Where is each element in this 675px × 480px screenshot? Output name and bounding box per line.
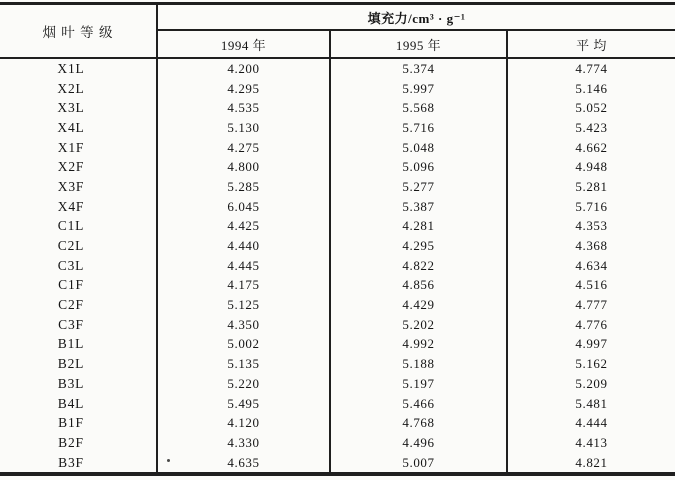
value-1995-cell: 5.387 bbox=[330, 197, 507, 217]
value-1995-cell: 4.822 bbox=[330, 256, 507, 276]
value-1994-cell: 4.295 bbox=[157, 79, 330, 99]
value-avg-cell: 4.516 bbox=[575, 277, 608, 293]
value-1994-cell: 4.175 bbox=[157, 276, 330, 296]
value-avg-cell: 4.634 bbox=[575, 257, 608, 273]
value-1994-cell: 4.445 bbox=[157, 256, 330, 276]
grade-cell: X2F bbox=[0, 157, 157, 177]
scan-speck bbox=[167, 459, 170, 462]
value-1995-cell: 4.281 bbox=[330, 217, 507, 237]
table-row bbox=[0, 236, 675, 256]
value-avg-cell: 5.209 bbox=[575, 375, 608, 391]
table-row bbox=[0, 335, 675, 355]
table-row bbox=[0, 256, 675, 276]
value-1995-cell: 4.992 bbox=[330, 335, 507, 355]
grade-cell: C1L bbox=[0, 217, 157, 237]
value-1995-cell: 5.007 bbox=[330, 453, 507, 475]
value-1994-cell: 4.425 bbox=[157, 217, 330, 237]
table-row bbox=[0, 433, 675, 453]
table-row bbox=[0, 79, 675, 99]
value-avg-cell: 4.948 bbox=[575, 159, 608, 175]
table-row bbox=[0, 315, 675, 335]
value-avg-cell: 5.423 bbox=[575, 119, 608, 135]
grade-cell: B3L bbox=[0, 374, 157, 394]
value-1995-cell: 5.277 bbox=[330, 177, 507, 197]
value-1994-cell: 4.440 bbox=[157, 236, 330, 256]
value-avg-cell: 5.146 bbox=[575, 80, 608, 96]
table-body bbox=[0, 58, 675, 474]
grade-cell: X3L bbox=[0, 98, 157, 118]
grade-cell: X3F bbox=[0, 177, 157, 197]
value-1995-cell: 5.568 bbox=[330, 98, 507, 118]
value-1994-cell: 4.535 bbox=[157, 98, 330, 118]
value-1995-cell: 4.856 bbox=[330, 276, 507, 296]
value-1995-cell: 4.429 bbox=[330, 295, 507, 315]
year-1995-header: 1995 年 bbox=[330, 30, 507, 58]
grade-column-header: 烟 叶 等 级 bbox=[0, 4, 157, 59]
grade-cell: X4F bbox=[0, 197, 157, 217]
value-avg-cell: 5.716 bbox=[575, 198, 608, 214]
value-1994-cell: 6.045 bbox=[157, 197, 330, 217]
value-1994-cell: 5.495 bbox=[157, 394, 330, 414]
grade-cell: B3F bbox=[0, 453, 157, 475]
value-1994-cell: 4.200 bbox=[157, 58, 330, 79]
grade-cell: B2L bbox=[0, 354, 157, 374]
value-1995-cell: 5.997 bbox=[330, 79, 507, 99]
value-avg-cell: 4.997 bbox=[575, 336, 608, 352]
year-1994-header: 1994 年 bbox=[157, 30, 330, 58]
value-avg-cell: 5.481 bbox=[575, 395, 608, 411]
value-1995-cell: 5.466 bbox=[330, 394, 507, 414]
grade-cell: X4L bbox=[0, 118, 157, 138]
value-1995-cell: 4.496 bbox=[330, 433, 507, 453]
grade-cell: C2L bbox=[0, 236, 157, 256]
table-row bbox=[0, 217, 675, 237]
value-1994-cell: 4.120 bbox=[157, 413, 330, 433]
value-1995-cell: 5.374 bbox=[330, 58, 507, 79]
table-row bbox=[0, 138, 675, 158]
value-1994-cell: 5.220 bbox=[157, 374, 330, 394]
value-avg-cell: 4.821 bbox=[575, 454, 608, 470]
average-header: 平 均 bbox=[507, 30, 675, 58]
table-row bbox=[0, 276, 675, 296]
grade-cell: X1F bbox=[0, 138, 157, 158]
value-1995-cell: 5.197 bbox=[330, 374, 507, 394]
value-1995-cell: 4.295 bbox=[330, 236, 507, 256]
grade-cell: C3F bbox=[0, 315, 157, 335]
value-1995-cell: 4.768 bbox=[330, 413, 507, 433]
grade-cell: B4L bbox=[0, 394, 157, 414]
value-avg-cell: 5.052 bbox=[575, 100, 608, 116]
value-avg-cell: 4.777 bbox=[575, 297, 608, 313]
value-1995-cell: 5.048 bbox=[330, 138, 507, 158]
value-1995-cell: 5.188 bbox=[330, 354, 507, 374]
grade-cell: C3L bbox=[0, 256, 157, 276]
value-avg-cell: 5.281 bbox=[575, 178, 608, 194]
table-row bbox=[0, 453, 675, 475]
value-1995-cell: 5.716 bbox=[330, 118, 507, 138]
value-avg-cell: 4.774 bbox=[575, 60, 608, 76]
filling-capacity-group-header: 填充力/cm³ · g⁻¹ bbox=[157, 4, 675, 31]
table-row bbox=[0, 118, 675, 138]
grade-cell: C1F bbox=[0, 276, 157, 296]
table-row bbox=[0, 58, 675, 79]
value-avg-cell: 4.368 bbox=[575, 238, 608, 254]
table-header bbox=[0, 4, 675, 59]
value-avg-cell: 4.353 bbox=[575, 218, 608, 234]
filling-capacity-table bbox=[0, 2, 675, 476]
value-1994-cell: 5.285 bbox=[157, 177, 330, 197]
value-1994-cell: 5.125 bbox=[157, 295, 330, 315]
grade-cell: X1L bbox=[0, 58, 157, 79]
value-1994-cell: 4.635 bbox=[157, 453, 330, 475]
value-1994-cell: 5.002 bbox=[157, 335, 330, 355]
value-avg-cell: 4.662 bbox=[575, 139, 608, 155]
grade-cell: X2L bbox=[0, 79, 157, 99]
value-1994-cell: 4.330 bbox=[157, 433, 330, 453]
table-row bbox=[0, 295, 675, 315]
table-row bbox=[0, 374, 675, 394]
table-row bbox=[0, 394, 675, 414]
table-row bbox=[0, 197, 675, 217]
table-row bbox=[0, 354, 675, 374]
value-1995-cell: 5.096 bbox=[330, 157, 507, 177]
value-1994-cell: 5.130 bbox=[157, 118, 330, 138]
value-avg-cell: 4.413 bbox=[575, 434, 608, 450]
grade-cell: B1L bbox=[0, 335, 157, 355]
table-row bbox=[0, 98, 675, 118]
table-row bbox=[0, 413, 675, 433]
value-avg-cell: 4.444 bbox=[575, 415, 608, 431]
value-1994-cell: 4.275 bbox=[157, 138, 330, 158]
grade-cell: B2F bbox=[0, 433, 157, 453]
value-1994-cell: 4.350 bbox=[157, 315, 330, 335]
value-avg-cell: 4.776 bbox=[575, 316, 608, 332]
grade-cell: B1F bbox=[0, 413, 157, 433]
value-1995-cell: 5.202 bbox=[330, 315, 507, 335]
grade-cell: C2F bbox=[0, 295, 157, 315]
value-1994-cell: 4.800 bbox=[157, 157, 330, 177]
table-row bbox=[0, 177, 675, 197]
table-row bbox=[0, 157, 675, 177]
value-avg-cell: 5.162 bbox=[575, 356, 608, 372]
value-1994-cell: 5.135 bbox=[157, 354, 330, 374]
